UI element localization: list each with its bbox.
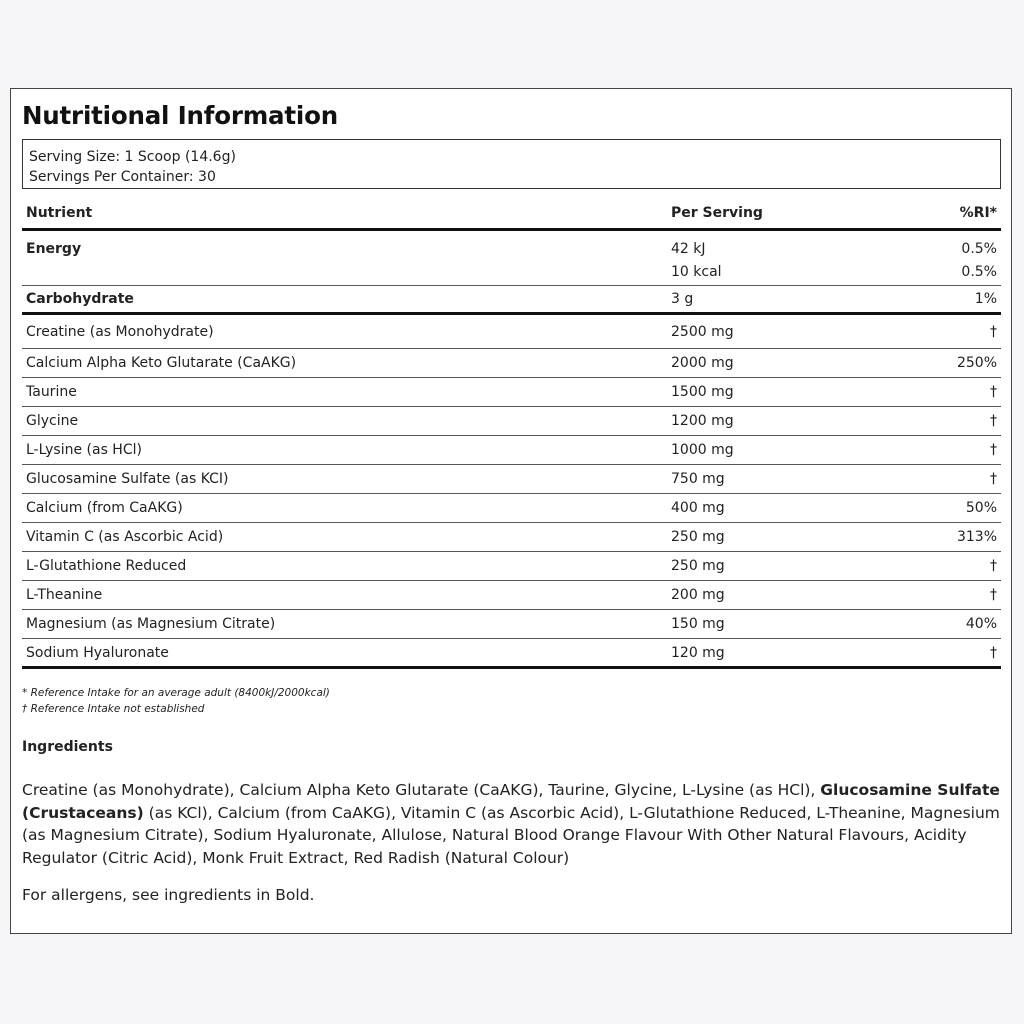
ingredients-text-after: (as KCl), Calcium (from CaAKG), Vitamin C (as Ascorbic Acid), L-Glutathione Reduced, L-Theanine, Magnesium (as Magnesium Citrate), Sodium Hyaluronate, Allulose, Natural Blood Orange Flavour With Other Natural Flavours, Acidity Regulator (Citric Acid), Monk Fruit Extract, Red Radish (Natural Colour) [22, 803, 1000, 867]
table-row [22, 494, 1001, 523]
per-serving-value: 200 mg [671, 587, 725, 603]
serving-size: Serving Size: 1 Scoop (14.6g) [29, 149, 236, 165]
per-serving-value: 42 kJ [671, 241, 706, 257]
nutrient-name: Energy [26, 241, 82, 257]
ingredients-text [22, 779, 1007, 869]
table-row [22, 286, 1001, 315]
nutrition-panel [10, 88, 1012, 934]
ri-value: 40% [965, 616, 997, 632]
ri-value: 1% [974, 291, 997, 307]
table-row [22, 639, 1001, 669]
per-serving-value: 1500 mg [671, 384, 734, 400]
table-row [22, 581, 1001, 610]
ri-value: † [990, 413, 997, 429]
nutrient-name: Magnesium (as Magnesium Citrate) [26, 616, 276, 632]
table-row [22, 523, 1001, 552]
ingredients-heading: Ingredients [22, 739, 113, 755]
per-serving-value: 250 mg [671, 529, 725, 545]
ri-footnote: * Reference Intake for an average adult (8400kJ/2000kcal) [22, 687, 330, 699]
ri-value: † [990, 442, 997, 458]
table-row [22, 465, 1001, 494]
table-row [22, 407, 1001, 436]
ri-value: 50% [965, 500, 997, 516]
per-serving-value: 250 mg [671, 558, 725, 574]
ri-value: † [990, 384, 997, 400]
nutrient-name: L-Theanine [26, 587, 103, 603]
table-row [22, 315, 1001, 349]
nutrient-name: L-Lysine (as HCl) [26, 442, 142, 458]
nutrient-name: Sodium Hyaluronate [26, 644, 169, 661]
table-row [22, 378, 1001, 407]
page-title: Nutritional Information [22, 101, 338, 130]
table-row [22, 436, 1001, 465]
per-serving-value: 3 g [671, 291, 694, 307]
per-serving-value: 120 mg [671, 644, 725, 661]
header-nutrient: Nutrient [26, 205, 93, 221]
nutrient-name: Calcium Alpha Keto Glutarate (CaAKG) [26, 355, 297, 371]
ri-value: † [990, 558, 997, 574]
nutrient-name: Glycine [26, 413, 79, 429]
ri-value: † [990, 323, 997, 340]
nutrient-name: Carbohydrate [26, 291, 134, 307]
ri-value: 313% [956, 529, 997, 545]
table-row [22, 610, 1001, 639]
table-header [22, 198, 1001, 231]
per-serving-value: 750 mg [671, 471, 725, 487]
per-serving-value: 2000 mg [671, 355, 734, 371]
ingredients-text-before: Creatine (as Monohydrate), Calcium Alpha Keto Glutarate (CaAKG), Taurine, Glycine, L-Lysine (as HCl), [22, 781, 821, 799]
ri-value: † [990, 471, 997, 487]
per-serving-value: 150 mg [671, 616, 725, 632]
table-body [22, 231, 1001, 669]
servings-per-container: Servings Per Container: 30 [29, 169, 216, 185]
dagger-footnote: † Reference Intake not established [22, 703, 205, 715]
per-serving-value: 2500 mg [671, 323, 734, 340]
ri-value: † [990, 644, 997, 661]
table-row [22, 552, 1001, 581]
nutrient-name: Vitamin C (as Ascorbic Acid) [26, 529, 224, 545]
per-serving-value: 400 mg [671, 500, 725, 516]
header-per-serving: Per Serving [671, 205, 763, 221]
per-serving-value: 1000 mg [671, 442, 734, 458]
allergen-ingredient: Glucosamine Sulfate (Crustaceans) [22, 781, 1000, 822]
table-row [22, 349, 1001, 378]
nutrient-name: Glucosamine Sulfate (as KCI) [26, 471, 229, 487]
nutrient-name: L-Glutathione Reduced [26, 558, 187, 574]
nutrient-name: Calcium (from CaAKG) [26, 500, 183, 516]
serving-info-box [22, 139, 1001, 189]
header-ri: %RI* [959, 205, 997, 221]
allergen-note: For allergens, see ingredients in Bold. [22, 886, 315, 904]
per-serving-value: 10 kcal [671, 264, 722, 280]
nutrient-name: Taurine [26, 384, 77, 400]
ri-value: 0.5% [961, 241, 997, 257]
ri-value: † [990, 587, 997, 603]
nutrition-table [22, 198, 1001, 669]
table-row [22, 231, 1001, 259]
footnotes [22, 685, 330, 717]
ri-value: 0.5% [961, 264, 997, 280]
per-serving-value: 1200 mg [671, 413, 734, 429]
table-row [22, 259, 1001, 286]
nutrient-name: Creatine (as Monohydrate) [26, 323, 214, 340]
ri-value: 250% [956, 355, 997, 371]
